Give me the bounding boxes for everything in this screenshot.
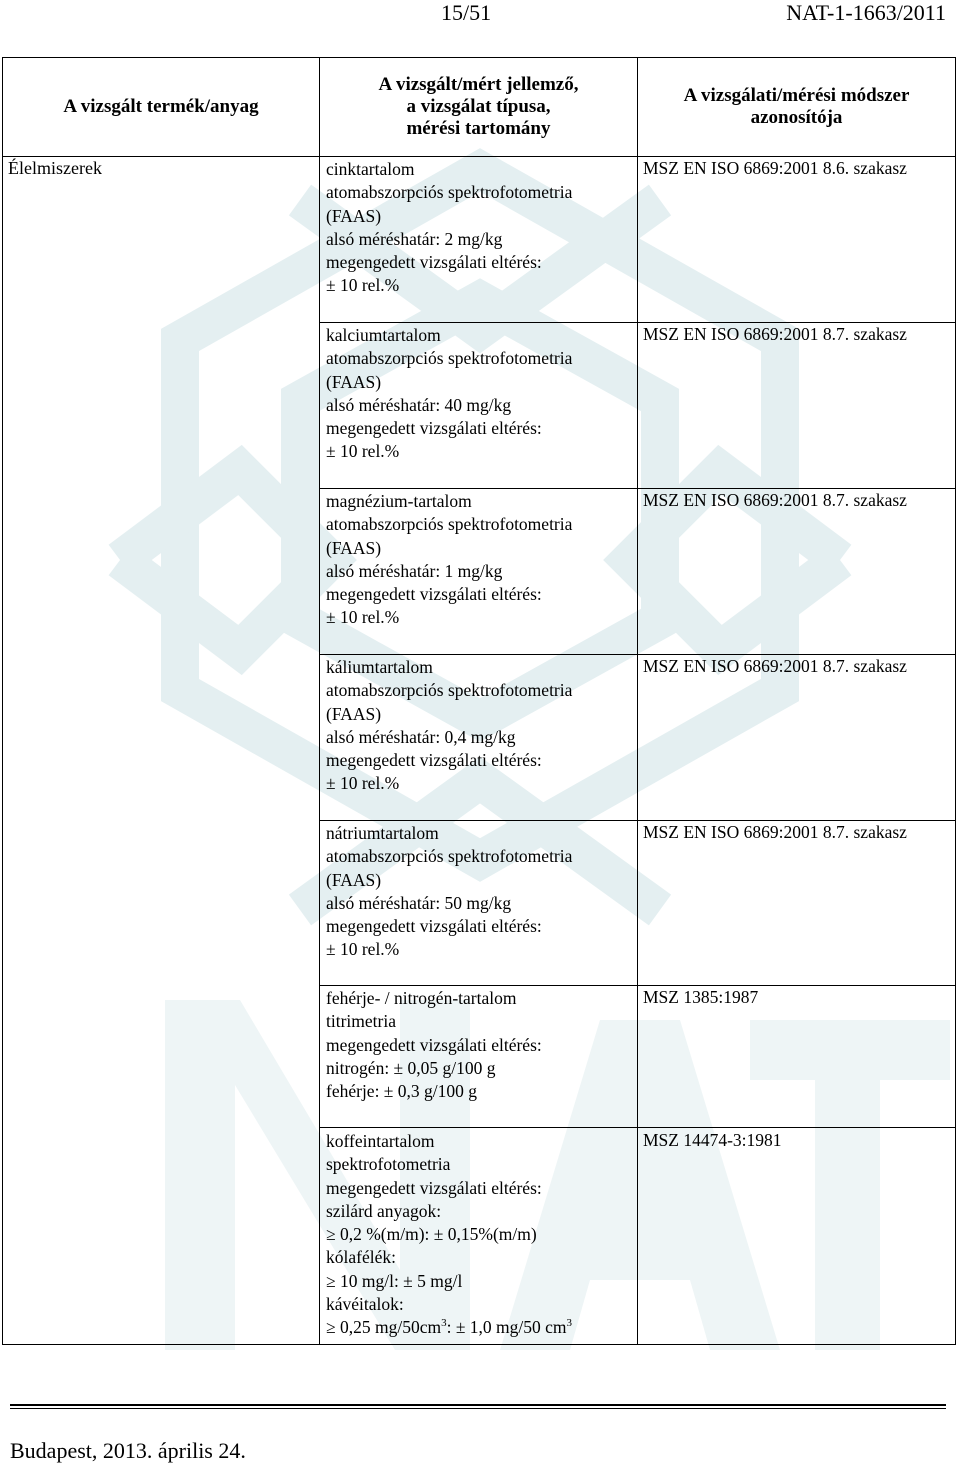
- row-7-method: MSZ 14474-3:1981: [643, 1130, 782, 1150]
- footer-divider: [10, 1404, 946, 1406]
- column-header-product: A vizsgált termék/anyag: [63, 95, 259, 117]
- page-number: 15/51: [441, 0, 492, 25]
- column-header-method: A vizsgálati/mérési módszer azonosítója: [683, 84, 910, 128]
- row-4-method: MSZ EN ISO 6869:2001 8.7. szakasz: [643, 656, 907, 676]
- row-4-property: káliumtartalom atomabszorpciós spektrofotometria (FAAS) alsó méréshatár: 0,4 mg/kg megengedett vizsgálati eltérés: ± 10 rel.%: [326, 657, 573, 794]
- column-header-property: A vizsgált/mért jellemző, a vizsgálat típusa, mérési tartomány: [378, 73, 579, 139]
- row-1-property: cinktartalom atomabszorpciós spektrofotometria (FAAS) alsó méréshatár: 2 mg/kg megengedett vizsgálati eltérés: ± 10 rel.%: [326, 159, 573, 296]
- page-header: [0, 0, 960, 30]
- document-id: NAT-1-1663/2011: [786, 0, 946, 25]
- footer-place-date: Budapest, 2013. április 24.: [10, 1438, 246, 1463]
- row-1-method: MSZ EN ISO 6869:2001 8.6. szakasz: [643, 158, 907, 178]
- product-name: Élelmiszerek: [8, 158, 102, 178]
- row-5-method: MSZ EN ISO 6869:2001 8.7. szakasz: [643, 822, 907, 842]
- caffeine-coffee-range: ≥ 0,25 $mg/50cm^3$: ± 1,0 mg/50 $cm^3$: [326, 1317, 573, 1338]
- row-2-method: MSZ EN ISO 6869:2001 8.7. szakasz: [643, 324, 907, 344]
- row-3-property: magnézium-tartalom atomabszorpciós spektrofotometria (FAAS) alsó méréshatár: 1 mg/kg megengedett vizsgálati eltérés: ± 10 rel.%: [326, 491, 573, 628]
- row-6-property: fehérje- / nitrogén-tartalom titrimetria megengedett vizsgálati eltérés: nitrogén: ± 0,05 g/100 g fehérje: ± 0,3 g/100 g: [326, 988, 542, 1102]
- row-6-method: MSZ 1385:1987: [643, 987, 759, 1007]
- row-3-method: MSZ EN ISO 6869:2001 8.7. szakasz: [643, 490, 907, 510]
- footer-divider-thin: [10, 1408, 946, 1409]
- row-2-property: kalciumtartalom atomabszorpciós spektrofotometria (FAAS) alsó méréshatár: 40 mg/kg megengedett vizsgálati eltérés: ± 10 rel.%: [326, 325, 573, 462]
- row-5-property: nátriumtartalom atomabszorpciós spektrofotometria (FAAS) alsó méréshatár: 50 mg/kg megengedett vizsgálati eltérés: ± 10 rel.%: [326, 823, 573, 960]
- row-7-property: koffeintartalom spektrofotometria megengedett vizsgálati eltérés: szilárd anyagok: ≥ 0,2 %(m/m): ± 0,15%(m/m) kólafélék: ≥ 10 mg/l: ± 5 mg/l kávéitalok: ≥ 0,25 $mg/50cm^3$: ± 1,0 mg/50 $cm^3$: [326, 1130, 572, 1340]
